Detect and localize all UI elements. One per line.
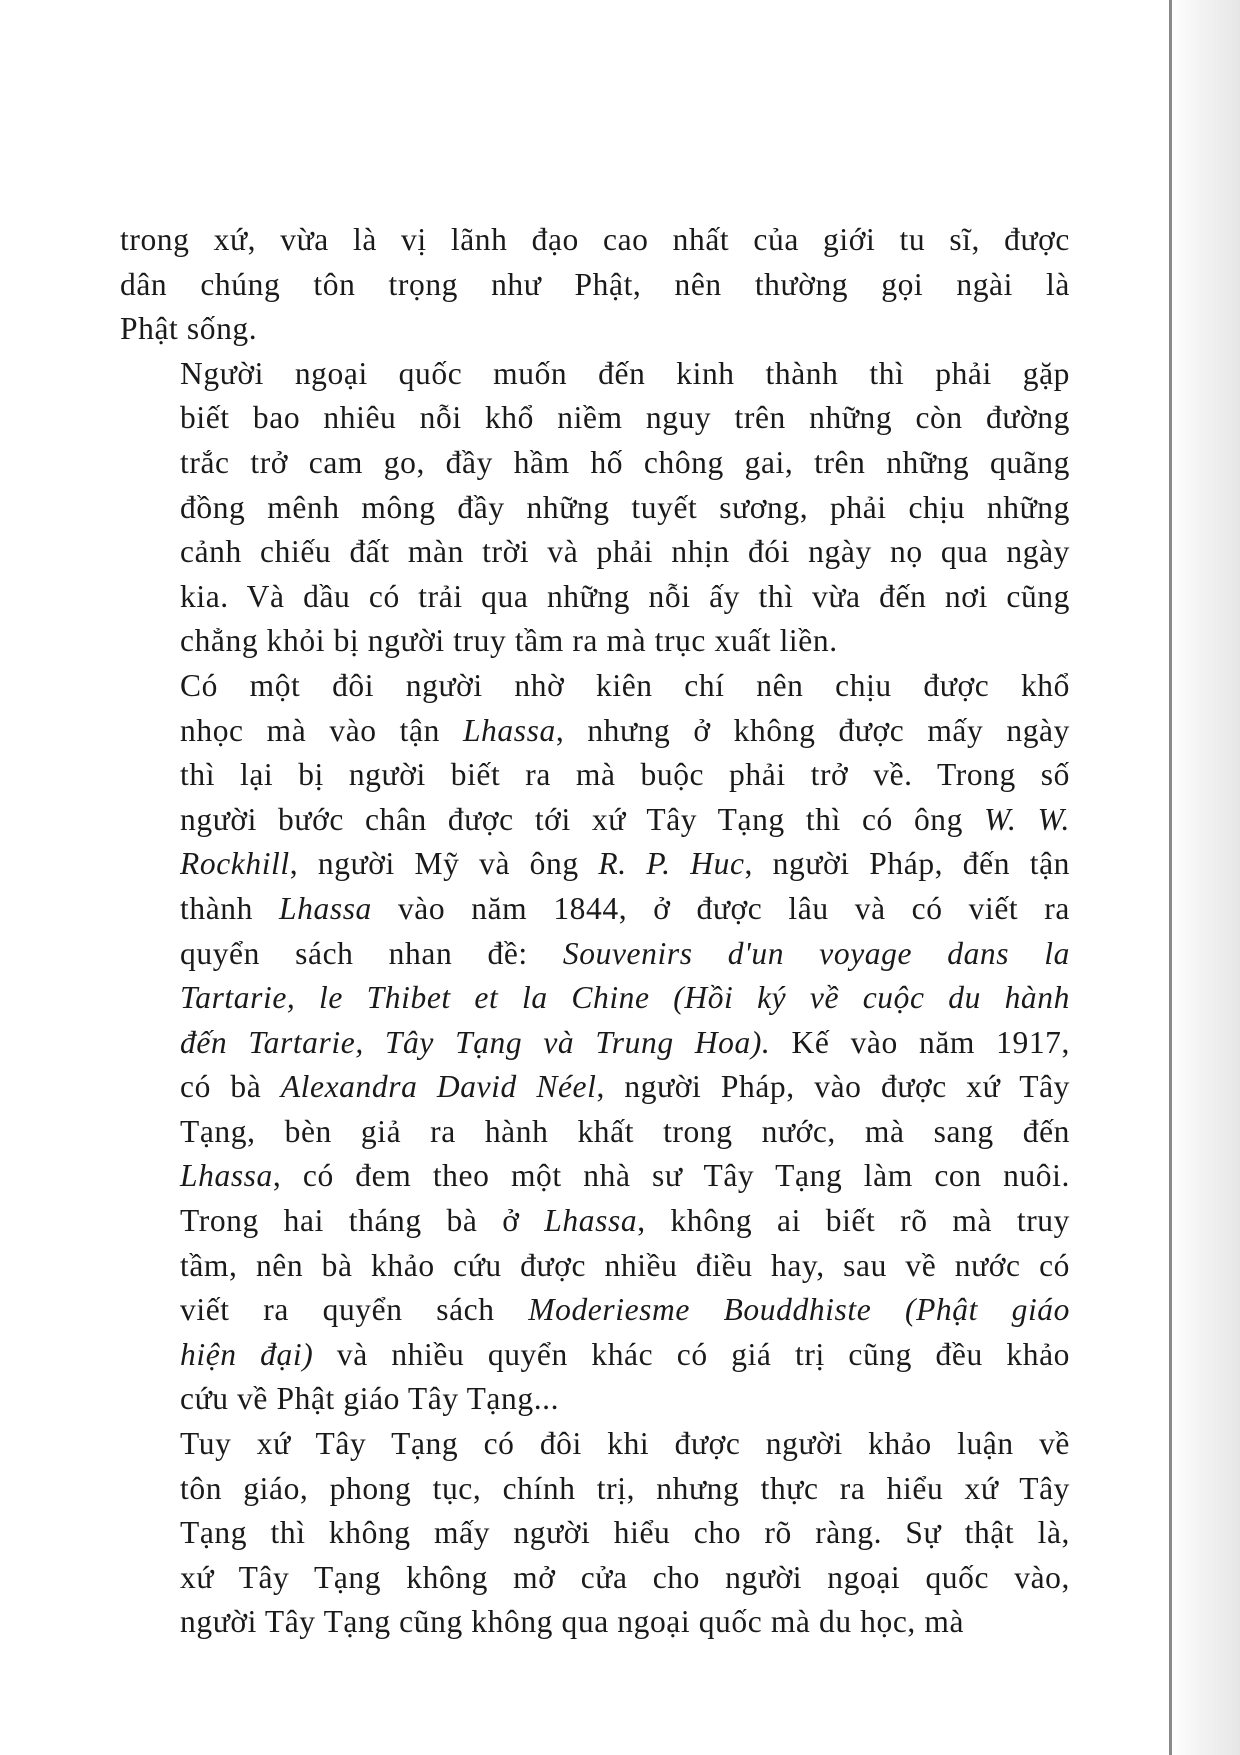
text-line [120, 530, 1070, 575]
italic-text: Lhassa [462, 712, 556, 748]
text-run: cứu về Phật giáo Tây Tạng... [180, 1381, 560, 1417]
text-line [120, 976, 1070, 1021]
text-line [120, 396, 1070, 441]
text-run: Tạng thì không mấy người hiểu cho rõ ràng. Sự thật là, [180, 1515, 1070, 1551]
text-line [120, 352, 1070, 397]
text-run: nhọc mà vào tận [180, 712, 463, 748]
text-run: thì lại bị người biết ra mà buộc phải trở về. Trong số [180, 757, 1070, 793]
text-line [120, 1556, 1070, 1601]
text-run: cảnh chiếu đất màn trời và phải nhịn đói ngày nọ qua ngày [180, 534, 1070, 570]
text-run: thành [180, 890, 280, 926]
text-run: Tuy xứ Tây Tạng có đôi khi được người khảo luận về [180, 1426, 1070, 1462]
italic-text: đến Tartarie, Tây Tạng và Trung Hoa). [180, 1024, 771, 1060]
text-run: , người Mỹ và ông [289, 846, 599, 882]
text-line [120, 1377, 1070, 1422]
text-run: quyển sách nhan đề: [180, 935, 563, 971]
text-line [120, 263, 1070, 308]
paragraph [120, 352, 1070, 664]
text-run: Trong hai tháng bà ở [180, 1203, 545, 1239]
text-line [120, 1244, 1070, 1289]
text-run: Tạng, bèn giả ra hành khất trong nước, mà sang đến [180, 1113, 1070, 1149]
text-run: Có một đôi người nhờ kiên chí nên chịu được khổ [180, 667, 1070, 703]
text-run: trắc trở cam go, đầy hầm hố chông gai, trên những quãng [180, 444, 1070, 480]
italic-text: W. W. [984, 801, 1070, 837]
text-run: người Tây Tạng cũng không qua ngoại quốc mà du học, mà [180, 1604, 965, 1640]
book-spine-shadow [1170, 0, 1240, 1755]
italic-text: Alexandra David Néel [280, 1069, 597, 1105]
italic-text: Tartarie, le Thibet et la Chine (Hồi ký về cuộc du hành [180, 980, 1070, 1016]
paragraph [120, 1422, 1070, 1645]
text-run: đồng mênh mông đầy những tuyết sương, phải chịu những [180, 489, 1070, 525]
text-line [120, 1110, 1070, 1155]
text-run: , người Pháp, đến tận [744, 846, 1070, 882]
text-line [120, 664, 1070, 709]
text-run: , người Pháp, vào được xứ Tây [596, 1069, 1071, 1105]
italic-text: Moderiesme Bouddhiste (Phật giáo [528, 1292, 1071, 1328]
text-run: người bước chân được tới xứ Tây Tạng thì có ông [180, 801, 985, 837]
paragraph [120, 664, 1070, 1422]
text-run: viết ra quyển sách [180, 1292, 529, 1328]
italic-text: hiện đại) [180, 1336, 314, 1372]
italic-text: R. P. Huc [598, 846, 745, 882]
text-line [120, 307, 1070, 352]
text-run: xứ Tây Tạng không mở cửa cho người ngoại quốc vào, [180, 1559, 1070, 1595]
text-line [120, 1422, 1070, 1467]
text-run: , nhưng ở không được mấy ngày [555, 712, 1070, 748]
text-run: và nhiều quyển khác có giá trị cũng đều khảo [313, 1336, 1070, 1372]
text-line [120, 1154, 1070, 1199]
text-run: , không ai biết rõ mà truy [637, 1203, 1070, 1239]
text-line [120, 486, 1070, 531]
text-line [120, 753, 1070, 798]
text-run: tôn giáo, phong tục, chính trị, nhưng thực ra hiểu xứ Tây [180, 1470, 1070, 1506]
body-text [120, 218, 1070, 1645]
text-line [120, 842, 1070, 887]
text-line [120, 798, 1070, 843]
text-line [120, 1199, 1070, 1244]
text-line [120, 1065, 1070, 1110]
text-line [120, 575, 1070, 620]
text-line [120, 887, 1070, 932]
text-run: Phật sống. [120, 311, 258, 347]
text-run: vào năm 1844, ở được lâu và có viết ra [371, 890, 1070, 926]
text-run: biết bao nhiêu nỗi khổ niềm nguy trên những còn đường [180, 400, 1070, 436]
text-run: tầm, nên bà khảo cứu được nhiều điều hay, sau về nước có [180, 1247, 1070, 1283]
text-line [120, 932, 1070, 977]
text-line [120, 441, 1070, 486]
text-line [120, 709, 1070, 754]
text-line [120, 1511, 1070, 1556]
text-run: Người ngoại quốc muốn đến kinh thành thì phải gặp [180, 355, 1070, 391]
italic-text: Souvenirs d'un voyage dans la [562, 935, 1070, 971]
text-line [120, 1021, 1070, 1066]
text-run: Kế vào năm 1917, [770, 1024, 1070, 1060]
italic-text: Rockhill [180, 846, 290, 882]
paragraph [120, 218, 1070, 352]
text-line [120, 1600, 1070, 1645]
text-run: chẳng khỏi bị người truy tầm ra mà trục xuất liền. [180, 623, 838, 659]
text-line [120, 218, 1070, 263]
text-line [120, 1288, 1070, 1333]
text-run: dân chúng tôn trọng như Phật, nên thường gọi ngài là [120, 266, 1070, 302]
italic-text: Lhassa [279, 890, 372, 926]
text-run: có bà [180, 1069, 281, 1105]
text-line [120, 619, 1070, 664]
text-line [120, 1467, 1070, 1512]
text-run: kia. Và dầu có trải qua những nỗi ấy thì vừa đến nơi cũng [180, 578, 1070, 614]
italic-text: Lhassa [544, 1203, 638, 1239]
text-run: , có đem theo một nhà sư Tây Tạng làm con nuôi. [272, 1158, 1070, 1194]
text-run: trong xứ, vừa là vị lãnh đạo cao nhất của giới tu sĩ, được [120, 222, 1070, 257]
italic-text: Lhassa [180, 1158, 273, 1194]
text-line [120, 1333, 1070, 1378]
spine-edge-line [1169, 0, 1172, 1755]
